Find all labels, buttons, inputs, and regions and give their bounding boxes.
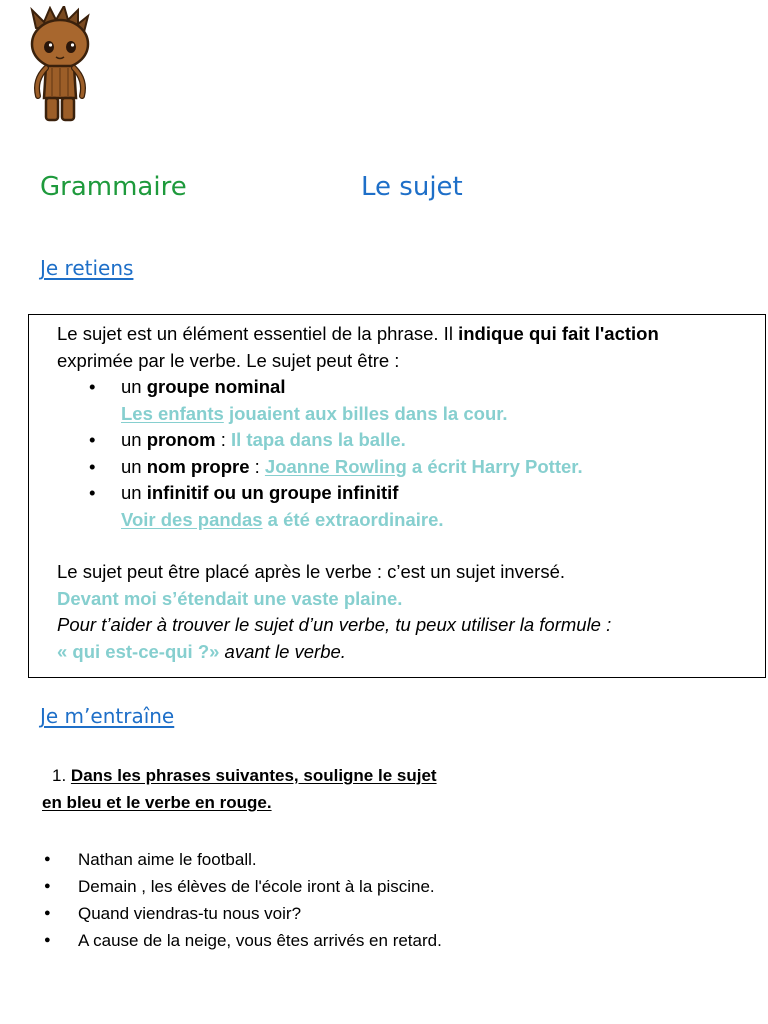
rule-item-term: pronom <box>146 429 216 450</box>
rule-item-term: infinitif ou un groupe infinitif <box>146 482 399 503</box>
exercise-instruction <box>42 762 452 816</box>
rule-list <box>57 374 755 533</box>
rule-item-prefix: un <box>121 482 147 503</box>
rule-item-prefix: un <box>121 429 147 450</box>
example-subject: Joanne Rowling <box>264 455 407 477</box>
rule-box <box>28 314 766 678</box>
exercise-sentence-list <box>42 846 452 954</box>
formula-line <box>57 639 755 666</box>
inverse-example: Devant moi s’étendait une vaste plaine. <box>57 587 403 609</box>
exercise-sentence: ● Quand viendras-tu nous voir? <box>42 900 452 927</box>
rule-item-example <box>265 456 583 477</box>
example-subject: Voir des pandas <box>121 508 263 530</box>
instruction-line1: Dans les phrases suivantes, souligne le sujet <box>70 766 437 785</box>
exercise-sentence: ● Demain , les élèves de l'école iront à la piscine. <box>42 873 452 900</box>
rule-item-term: groupe nominal <box>146 376 286 397</box>
example-rest: a écrit Harry Potter. <box>406 455 583 477</box>
rule-item-separator: : <box>215 429 231 450</box>
example-rest: a été extraordinaire. <box>262 508 444 530</box>
rule-item-separator: : <box>249 455 265 477</box>
exercise-number: 1. <box>52 766 67 785</box>
example-rest: jouaient aux billes dans la cour. <box>223 402 508 424</box>
rule-content <box>57 321 755 665</box>
example-subject: Les enfants <box>121 402 224 424</box>
rule-item-example <box>121 401 755 428</box>
rule-item-example <box>231 429 406 450</box>
exercise-sentence: ● Nathan aime le football. <box>42 846 452 873</box>
instruction-line2: en bleu et le verbe en rouge. <box>42 793 272 812</box>
exercise <box>42 762 452 954</box>
rule-item <box>57 374 755 427</box>
example-rest: Il tapa dans la balle. <box>231 429 406 450</box>
section-heading-entraine: Je m’entraîne <box>40 704 175 728</box>
rule-intro-line2: exprimée par le verbe. Le sujet peut être : <box>57 349 400 371</box>
rule-item <box>57 454 755 481</box>
formula-rest: avant le verbe. <box>219 640 346 662</box>
rule-item <box>57 480 755 533</box>
rule-intro-bold: indique qui fait l'action <box>458 323 659 344</box>
formula: « qui est-ce-qui ?» <box>57 640 220 662</box>
rule-intro <box>57 321 755 348</box>
rule-item-example <box>121 507 755 534</box>
rule-item-prefix: un <box>121 376 147 397</box>
section-heading-retiens: Je retiens <box>40 256 134 280</box>
rule-item-term: nom propre <box>146 455 250 477</box>
lesson-title: Le sujet <box>361 172 463 202</box>
tip-text: Pour t’aider à trouver le sujet d’un verbe, tu peux utiliser la formule : <box>57 614 612 635</box>
exercise-sentence: ● A cause de la neige, vous êtes arrivés en retard. <box>42 927 452 954</box>
groot-character-icon <box>22 6 98 126</box>
rule-intro-text: Le sujet est un élément essentiel de la phrase. Il <box>57 323 459 344</box>
rule-item-prefix: un <box>121 455 147 477</box>
subject-title: Grammaire <box>40 172 187 202</box>
rule-item <box>57 427 755 454</box>
inverse-rule: Le sujet peut être placé après le verbe : c’est un sujet inversé. <box>57 561 566 582</box>
